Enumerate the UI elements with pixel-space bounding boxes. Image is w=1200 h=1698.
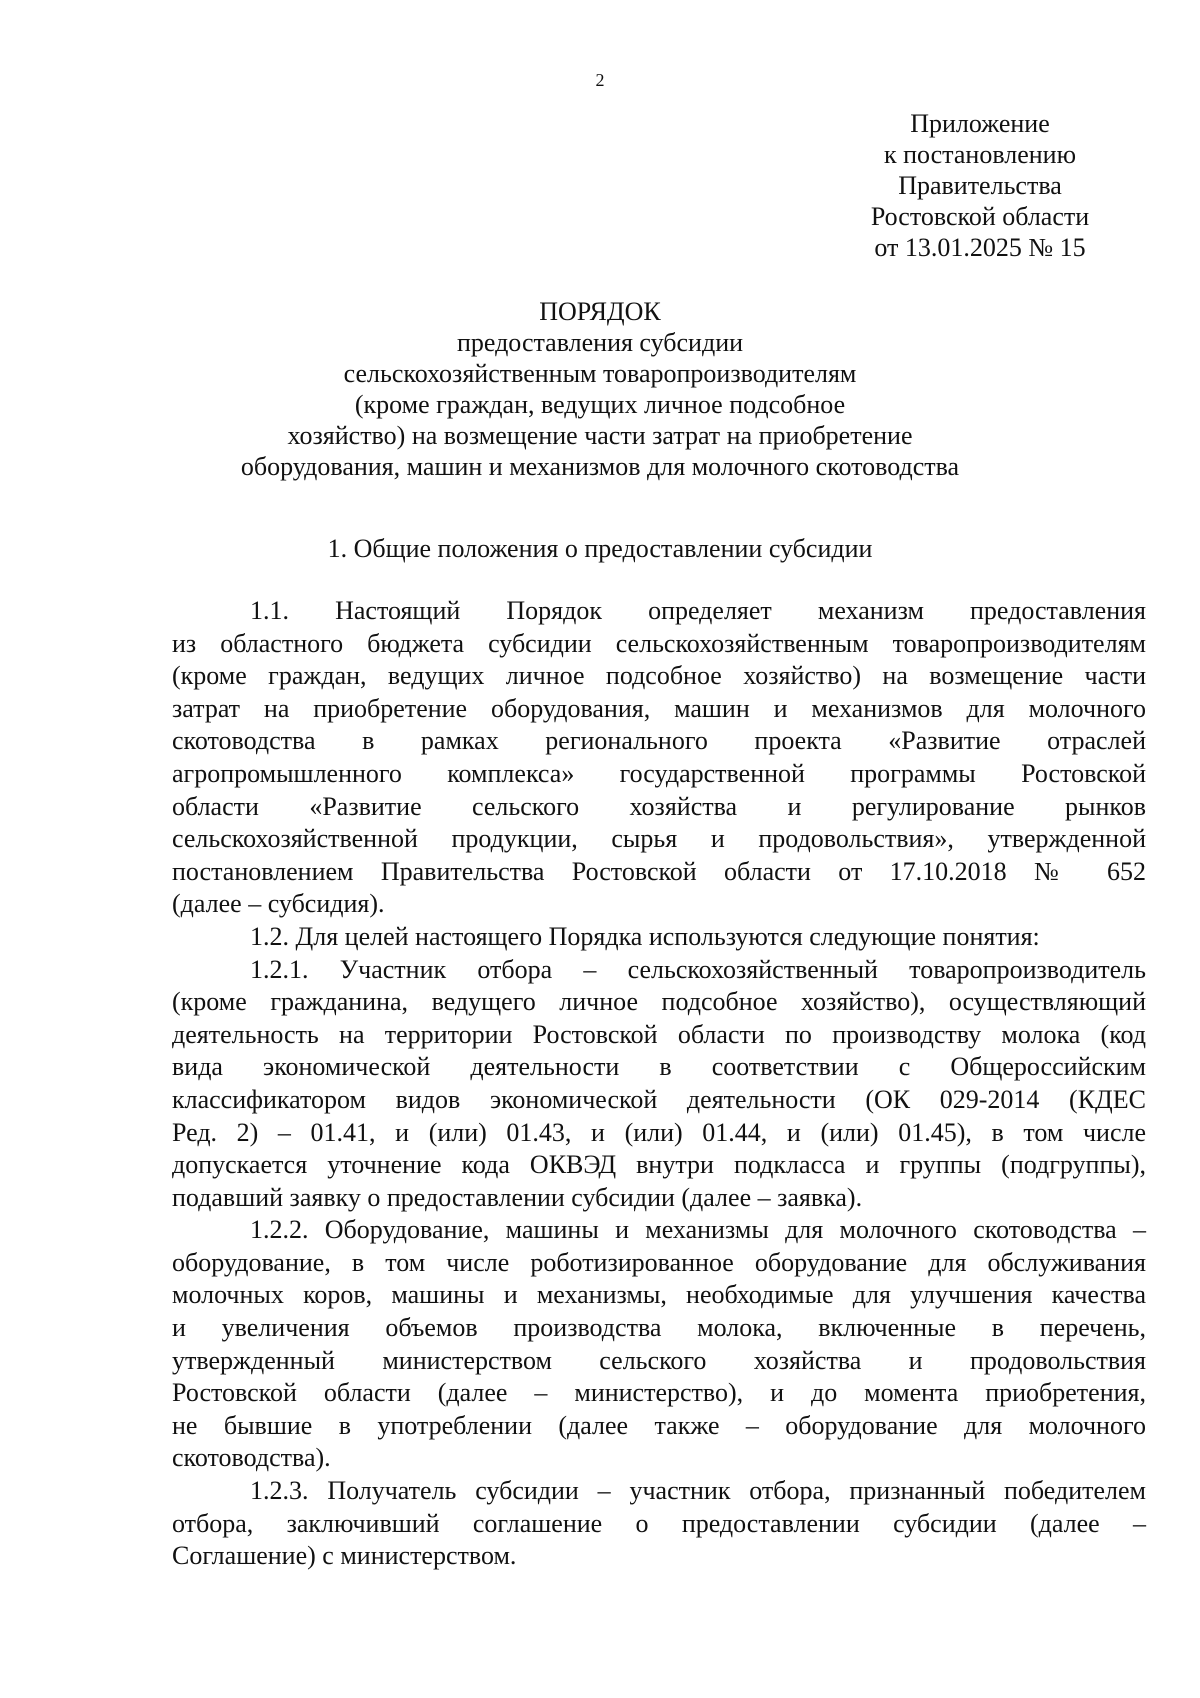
page-number: 2: [595, 70, 605, 90]
paragraph-1-2-1: [172, 954, 1146, 1215]
title-line: (кроме граждан, ведущих личное подсобное: [354, 390, 846, 419]
section-heading: 1. Общие положения о предоставлении субсидии: [327, 534, 873, 563]
title-line: хозяйство) на возмещение части затрат на приобретение: [287, 421, 913, 450]
text-line: 1.2.1. Участник отбора – сельскохозяйственный товаропроизводитель: [250, 954, 1146, 984]
appendix-line: Ростовской области: [870, 202, 1090, 231]
title-line: оборудования, машин и механизмов для молочного скотоводства: [240, 452, 960, 481]
document-body: [172, 595, 1146, 1573]
text-line: Ред. 2) – 01.41, и (или) 01.43, и (или) 01.44, и (или) 01.45), в том числе: [172, 1117, 1146, 1147]
appendix-line: Приложение: [910, 109, 1050, 138]
paragraph-1-2-2: [172, 1214, 1146, 1475]
text-line: подавший заявку о предоставлении субсидии (далее – заявка).: [172, 1182, 863, 1212]
text-line: агропромышленного комплекса» государственной программы Ростовской: [172, 758, 1146, 788]
paragraph-1-2: [172, 921, 1146, 954]
text-line: 1.2.3. Получатель субсидии – участник отбора, признанный победителем: [250, 1476, 1146, 1506]
text-line: не бывшие в употреблении (далее также – оборудование для молочного: [172, 1410, 1146, 1440]
text-line: постановлением Правительства Ростовской области от 17.10.2018 № 652: [172, 856, 1146, 886]
text-line: затрат на приобретение оборудования, машин и механизмов для молочного: [172, 693, 1146, 723]
text-line: 1.2. Для целей настоящего Порядка используются следующие понятия:: [250, 921, 1040, 951]
text-line: молочных коров, машины и механизмы, необходимые для улучшения качества: [172, 1280, 1146, 1310]
text-line: Соглашение) с министерством.: [172, 1541, 517, 1571]
text-line: отбора, заключивший соглашение о предоставлении субсидии (далее –: [172, 1508, 1146, 1538]
text-line: (далее – субсидия).: [172, 889, 385, 919]
text-line: скотоводства в рамках регионального проекта «Развитие отраслей: [172, 726, 1146, 756]
document-title: [170, 296, 1030, 482]
title-line: предоставления субсидии: [456, 328, 744, 357]
text-line: области «Развитие сельского хозяйства и регулирование рынков: [172, 791, 1146, 821]
text-line: из областного бюджета субсидии сельскохозяйственным товаропроизводителям: [172, 628, 1146, 658]
appendix-line: Правительства: [898, 171, 1062, 200]
text-line: оборудование, в том числе роботизированное оборудование для обслуживания: [172, 1247, 1146, 1277]
title-line: сельскохозяйственным товаропроизводителям: [343, 359, 857, 388]
text-line: (кроме граждан, ведущих личное подсобное хозяйство) на возмещение части: [172, 661, 1146, 691]
text-line: и увеличения объемов производства молока, включенные в перечень,: [172, 1313, 1146, 1343]
text-line: 1.1. Настоящий Порядок определяет механизм предоставления: [250, 596, 1146, 625]
appendix-line: от 13.01.2025 № 15: [874, 233, 1086, 262]
text-line: утвержденный министерством сельского хозяйства и продовольствия: [172, 1345, 1146, 1375]
text-line: классификатором видов экономической деятельности (ОК 029-2014 (КДЕС: [172, 1084, 1146, 1114]
title-heading: ПОРЯДОК: [539, 297, 661, 326]
text-line: допускается уточнение кода ОКВЭД внутри подкласса и группы (подгруппы),: [172, 1150, 1146, 1180]
text-line: вида экономической деятельности в соответствии с Общероссийским: [172, 1052, 1146, 1082]
text-line: (кроме гражданина, ведущего личное подсобное хозяйство), осуществляющий: [172, 987, 1146, 1017]
text-line: скотоводства).: [172, 1443, 331, 1473]
appendix-line: к постановлению: [883, 140, 1077, 169]
paragraph-1-1: [172, 595, 1146, 921]
text-line: деятельность на территории Ростовской области по производству молока (код: [172, 1019, 1146, 1049]
text-line: 1.2.2. Оборудование, машины и механизмы для молочного скотоводства –: [250, 1215, 1146, 1245]
appendix-block: [800, 108, 1160, 263]
paragraph-1-2-3: [172, 1475, 1146, 1573]
text-line: Ростовской области (далее – министерство), и до момента приобретения,: [172, 1378, 1146, 1408]
text-line: сельскохозяйственной продукции, сырья и продовольствия», утвержденной: [172, 824, 1146, 854]
